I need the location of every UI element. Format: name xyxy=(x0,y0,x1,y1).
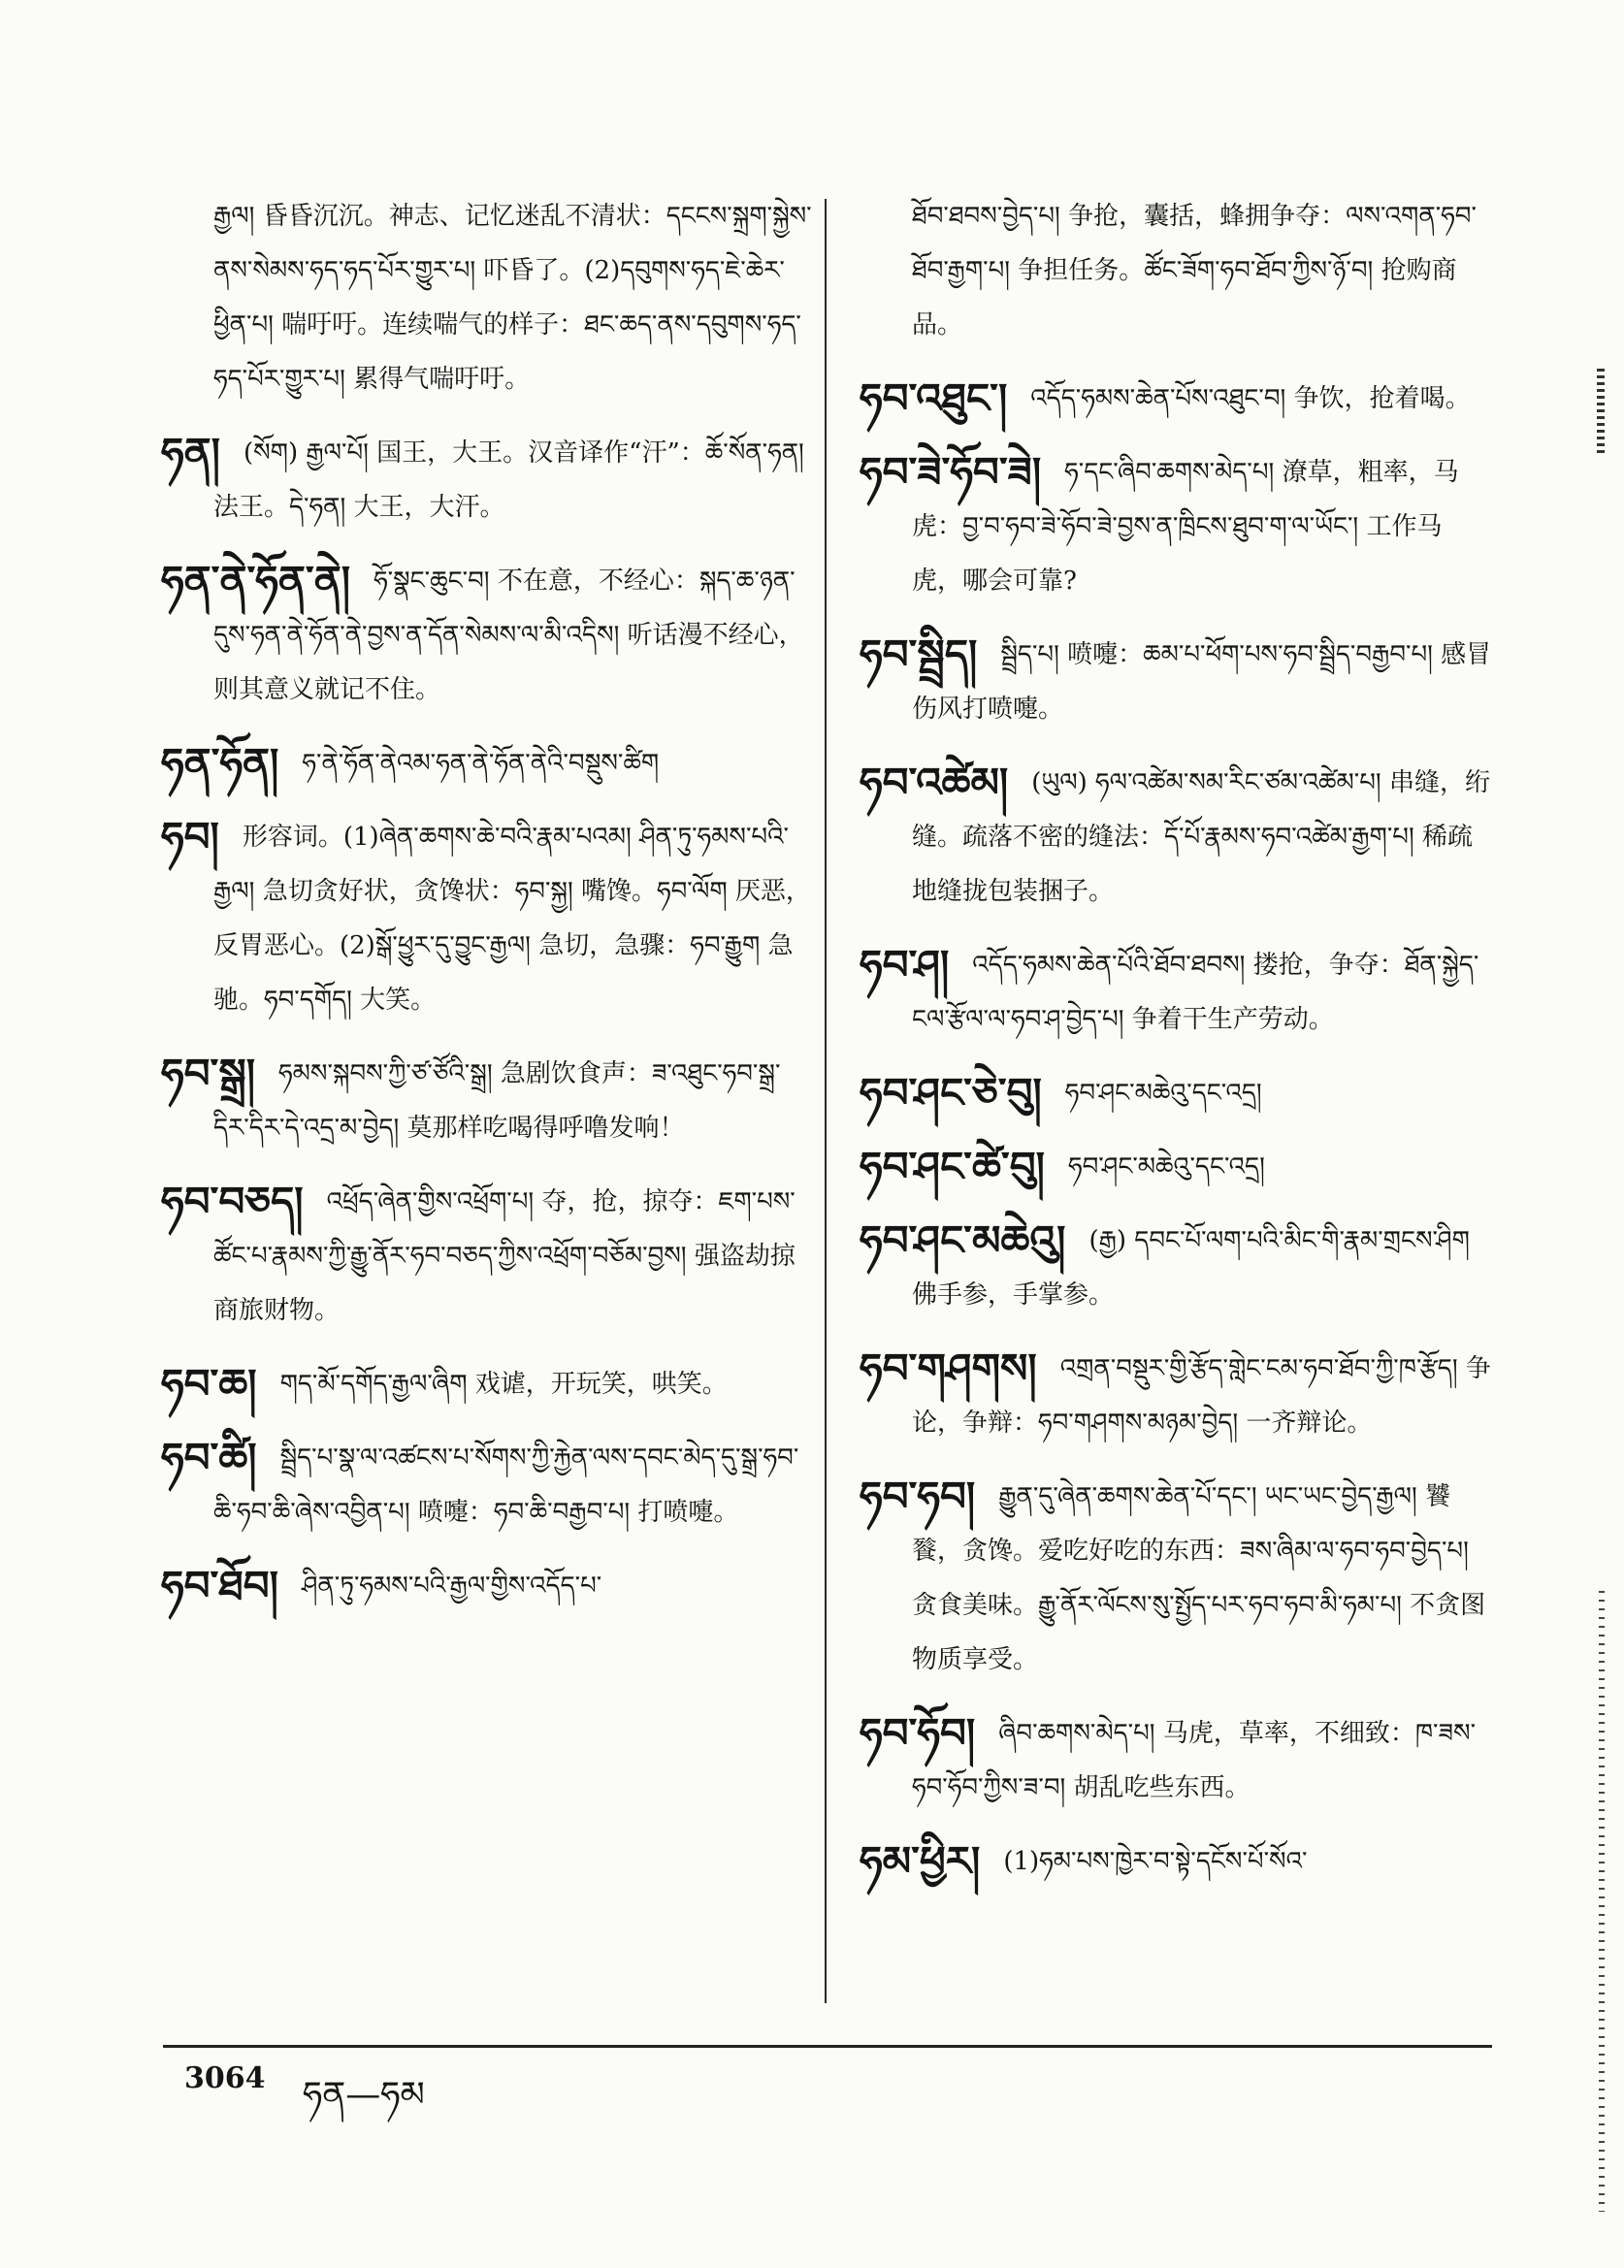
entry-definition: རྒྱུན་དུ་ཞེན་ཆགས་ཆེན་པོ་དང་། ཡང་ཡང་བྱེད་རྒྱལ། 饕餮，贪馋。爱吃好吃的东西：ཟས་ཞིམ་ལ་ཧབ་ཧབ་བྱེད་པ། 贪食美味。རྒྱུ་ནོར་ལོངས་སུ་སྤྱོད་པར་ཧབ་ཧབ་མི་ཧམ་པ། 不贪图物质享受。 xyxy=(912,1482,1486,1674)
dictionary-entry xyxy=(861,372,1492,426)
entry-definition: ཧ་དང་ཞིབ་ཆགས་མེད་པ། 潦草，粗率，马虎：བྱ་བ་ཧབ་ཟེ་ཧོབ་ཟེ་བྱས་ན་ཁྲིངས་ཐུབ་ག་ལ་ཡོང་། 工作马虎，哪会可靠? xyxy=(912,458,1459,596)
page-range: ཧན—ཧམ xyxy=(303,2075,425,2115)
entry-headword: ཧན་ཧོན། xyxy=(161,739,279,787)
entry-definition: འདོད་ཧམས་ཆེན་པོས་འཐུང་བ། 争饮，抢着喝。 xyxy=(1030,384,1471,413)
dictionary-entry xyxy=(861,1834,1492,1889)
entry-headword: ཧབ་ཆ། xyxy=(161,1360,257,1408)
dictionary-entry xyxy=(861,1706,1492,1815)
entry-headword: ཧབ་ཤ། xyxy=(860,941,950,988)
dictionary-entry xyxy=(163,1175,813,1338)
entry-definition: སྦྲིད་པ་སྣ་ལ་འཚངས་པ་སོགས་ཀྱི་རྐྱེན་ལས་དབང་མེད་དུ་སྒྲ་ཧབ་ཆི་ཧབ་ཆི་ཞེས་འབྱིན་པ། 喷嚏：ཧབ་ཆི་བརྒྱབ་པ། 打喷嚏。 xyxy=(213,1443,799,1527)
entry-definition: (སོག) རྒྱལ་པོ། 国王，大王。汉音译作“汗”：ཆོ་སོན་ཧན། 法王。དེ་ཧན། 大王，大汗。 xyxy=(213,438,804,522)
entry-headword: ཧབ་ཧོབ། xyxy=(860,1709,976,1757)
left-column xyxy=(163,189,813,1633)
entry-definition: འདོད་ཧམས་ཆེན་པོའི་ཐོབ་ཐབས། 搂抢，争夺：ཐོན་སྐྱེད་ངལ་རྩོལ་ལ་ཧབ་ཤ་བྱེད་པ། 争着干生产劳动。 xyxy=(912,951,1479,1034)
dictionary-entry xyxy=(861,628,1492,736)
dictionary-entry xyxy=(163,810,813,1027)
scan-edge-marks xyxy=(1599,1591,1605,2212)
dictionary-entry xyxy=(861,756,1492,919)
entry-definition: འཕྲོད་ཞེན་གྱིས་འཕྲོག་པ། 夺，抢，掠夺：ཇག་པས་ཚོང་པ་རྣམས་ཀྱི་རྒྱུ་ནོར་ཧབ་བཅད་ཀྱིས་འཕྲོག་བཅོམ་བྱས། 强盗劫掠商旅财物。 xyxy=(213,1187,796,1325)
entry-definition: ཧོ་སྣང་ཆུང་བ། 不在意，不经心：སྐད་ཆ་ཉན་དུས་ཧན་ནེ་ཧོན་ནེ་བྱས་ན་དོན་སེམས་ལ་མི་འདིས། 听话漫不经心，则其意义就记不住。 xyxy=(213,567,804,704)
entry-definition: ཧབ་ཤང་མཆེའུ་དང་འདྲ། xyxy=(1067,1152,1265,1182)
entry-definition: ཤིན་ཏུ་ཧམས་པའི་རྒྱལ་གྱིས་འདོད་པ་ xyxy=(301,1571,602,1601)
entry-definition: ཞིབ་ཆགས་མེད་པ། 马虎，草率，不细致：ཁ་ཟས་ཧབ་ཧོབ་ཀྱིས་ཟ་བ། 胡乱吃些东西。 xyxy=(912,1719,1477,1802)
entry-definition: འགྲན་བསྡུར་གྱི་རྩོད་གླེང་ངམ་ཧབ་ཐོབ་ཀྱི་ཁ་རྩོད། 争论，争辩：ཧབ་གཤགས་མཉམ་བྱེད། 一齐辩论。 xyxy=(912,1354,1491,1438)
entry-headword: ཧབ་ཤང་ཅེ་བུ། xyxy=(860,1069,1042,1117)
entry-headword: ཧབ། xyxy=(161,813,219,860)
dictionary-entry xyxy=(861,445,1492,608)
entry-headword: ཧབ་འཚེམ། xyxy=(860,759,1009,806)
entry-definition: (1)ཧམ་པས་ཁྱེར་བ་སྟེ་དངོས་པོ་སོའ་ xyxy=(1003,1847,1308,1876)
right-column xyxy=(861,189,1492,1908)
dictionary-entry xyxy=(163,736,813,791)
entry-headword: ཧམ་ཕྱིར། xyxy=(860,1837,981,1885)
entry-definition: ཧབ་ཤང་མཆེའུ་དང་འདྲ། xyxy=(1064,1079,1262,1108)
column-divider xyxy=(825,199,827,2003)
dictionary-entry xyxy=(861,1140,1492,1194)
entry-definition: 形容词。(1)ཞེན་ཆགས་ཆེ་བའི་རྣམ་པའམ། ཤིན་ཏུ་ཧམས་པའི་རྒྱལ། 急切贪好状，贪馋状：ཧབ་སྐྱ། 嘴馋。ཧབ་ལོག 厌恶，反胃恶心。(2)སྒོ་ཕྱུར་དུ་བྱུང་རྒྱལ། 急切，急骤：ཧབ་རྒྱུག 急驰。ཧབ་དགོད། 大笑。 xyxy=(213,823,811,1015)
entry-headword: ཧབ་སྦྲིད། xyxy=(860,631,978,678)
entry-headword: ཧན་ནེ་ཧོན་ནེ། xyxy=(161,557,351,604)
footer-rule xyxy=(163,2045,1492,2048)
entry-headword: ཧབ་ཤང་མཆེའུ། xyxy=(860,1216,1066,1264)
entry-headword: ཧབ་ཤང་ཚེ་བུ། xyxy=(860,1143,1045,1190)
page-number: 3064 xyxy=(184,2061,266,2095)
entry-definition: གད་མོ་དགོད་རྒྱལ་ཞིག 戏谑，开玩笑，哄笑。 xyxy=(279,1370,728,1399)
entry-headword: ཧབ་སྒྲ། xyxy=(161,1050,256,1097)
dictionary-entry xyxy=(163,554,813,717)
entry-definition: ཧ་ནེ་ཧོན་ནེའམ་ཧན་ནེ་ཧོན་ནེའི་བསྡུས་ཚིག xyxy=(302,749,660,778)
dictionary-entry xyxy=(163,426,813,535)
dictionary-entry xyxy=(861,1470,1492,1687)
entry-definition: རྒྱལ། 昏昏沉沉。神志、记忆迷乱不清状：དངངས་སྐྲག་སྐྱེས་ནས་སེམས་ཧད་ཧད་པོར་གྱུར་པ། 吓昏了。(2)དབུགས་ཧད་ཇེ་ཆེར་ཕྱིན་པ། 喘吁吁。连续喘气的样子：ཐང་ཆད་ནས་དབུགས་ཧད་ཧད་པོར་གྱུར་པ། 累得气喘吁吁。 xyxy=(213,202,812,394)
entry-headword: ཧབ་ཐོབ། xyxy=(161,1562,278,1609)
dictionary-entry xyxy=(861,1214,1492,1322)
entry-headword: ཧན། xyxy=(161,429,220,476)
entry-headword: ཧབ་ཚི། xyxy=(161,1434,257,1481)
dictionary-entry xyxy=(163,1357,813,1411)
entry-headword: ཧབ་ཟེ་ཧོབ་ཟེ། xyxy=(860,448,1042,496)
dictionary-entry xyxy=(861,189,1492,352)
dictionary-entry xyxy=(163,1431,813,1539)
entry-headword: ཧབ་བཅད། xyxy=(161,1178,304,1225)
entry-headword: ཧབ་གཤགས། xyxy=(860,1345,1037,1392)
dictionary-entry xyxy=(163,189,813,406)
entry-definition: སྦྲིད་པ། 喷嚏：ཆམ་པ་ཕོག་པས་ཧབ་སྦྲིད་བརྒྱབ་པ། 感冒伤风打喷嚏。 xyxy=(912,640,1492,724)
entry-definition: (རྒྱ) དབང་པོ་ལག་པའི་མིང་གི་རྣམ་གྲངས་ཤིག 佛手参，手掌参。 xyxy=(912,1226,1470,1310)
entry-headword: ཧབ་ཧབ། xyxy=(860,1473,976,1520)
dictionary-entry xyxy=(163,1047,813,1155)
dictionary-entry xyxy=(861,938,1492,1047)
entry-definition: ཧམས་སྐབས་ཀྱི་ཙ་ཙོའི་སྒྲ། 急剧饮食声：ཟ་འཐུང་ཧབ་སྒྲ་དིར་དིར་དེ་འདྲ་མ་བྱེད། 莫那样吃喝得呼噜发响！ xyxy=(213,1059,781,1143)
entry-headword: ཧབ་འཐུང་། xyxy=(860,374,1008,422)
dictionary-entry xyxy=(163,1559,813,1613)
scan-edge-marks xyxy=(1597,369,1605,456)
entry-definition: (ཡུལ) ཧལ་འཚེམ་སམ་རིང་ཙམ་འཚེམ་པ། 串缝，绗缝。疏落不密的缝法：དོ་པོ་རྣམས་ཧབ་འཚེམ་རྒྱག་པ། 稀疏地缝拢包装捆子。 xyxy=(912,768,1490,906)
entry-definition: ཐོབ་ཐབས་བྱེད་པ། 争抢，囊括，蜂拥争夺：ལས་འགན་ཧབ་ཐོབ་རྒྱག་པ། 争担任务。ཚོང་ཟོག་ཧབ་ཐོབ་ཀྱིས་ཉོ་བ། 抢购商品。 xyxy=(912,202,1477,340)
dictionary-entry xyxy=(861,1342,1492,1450)
dictionary-entry xyxy=(861,1066,1492,1120)
